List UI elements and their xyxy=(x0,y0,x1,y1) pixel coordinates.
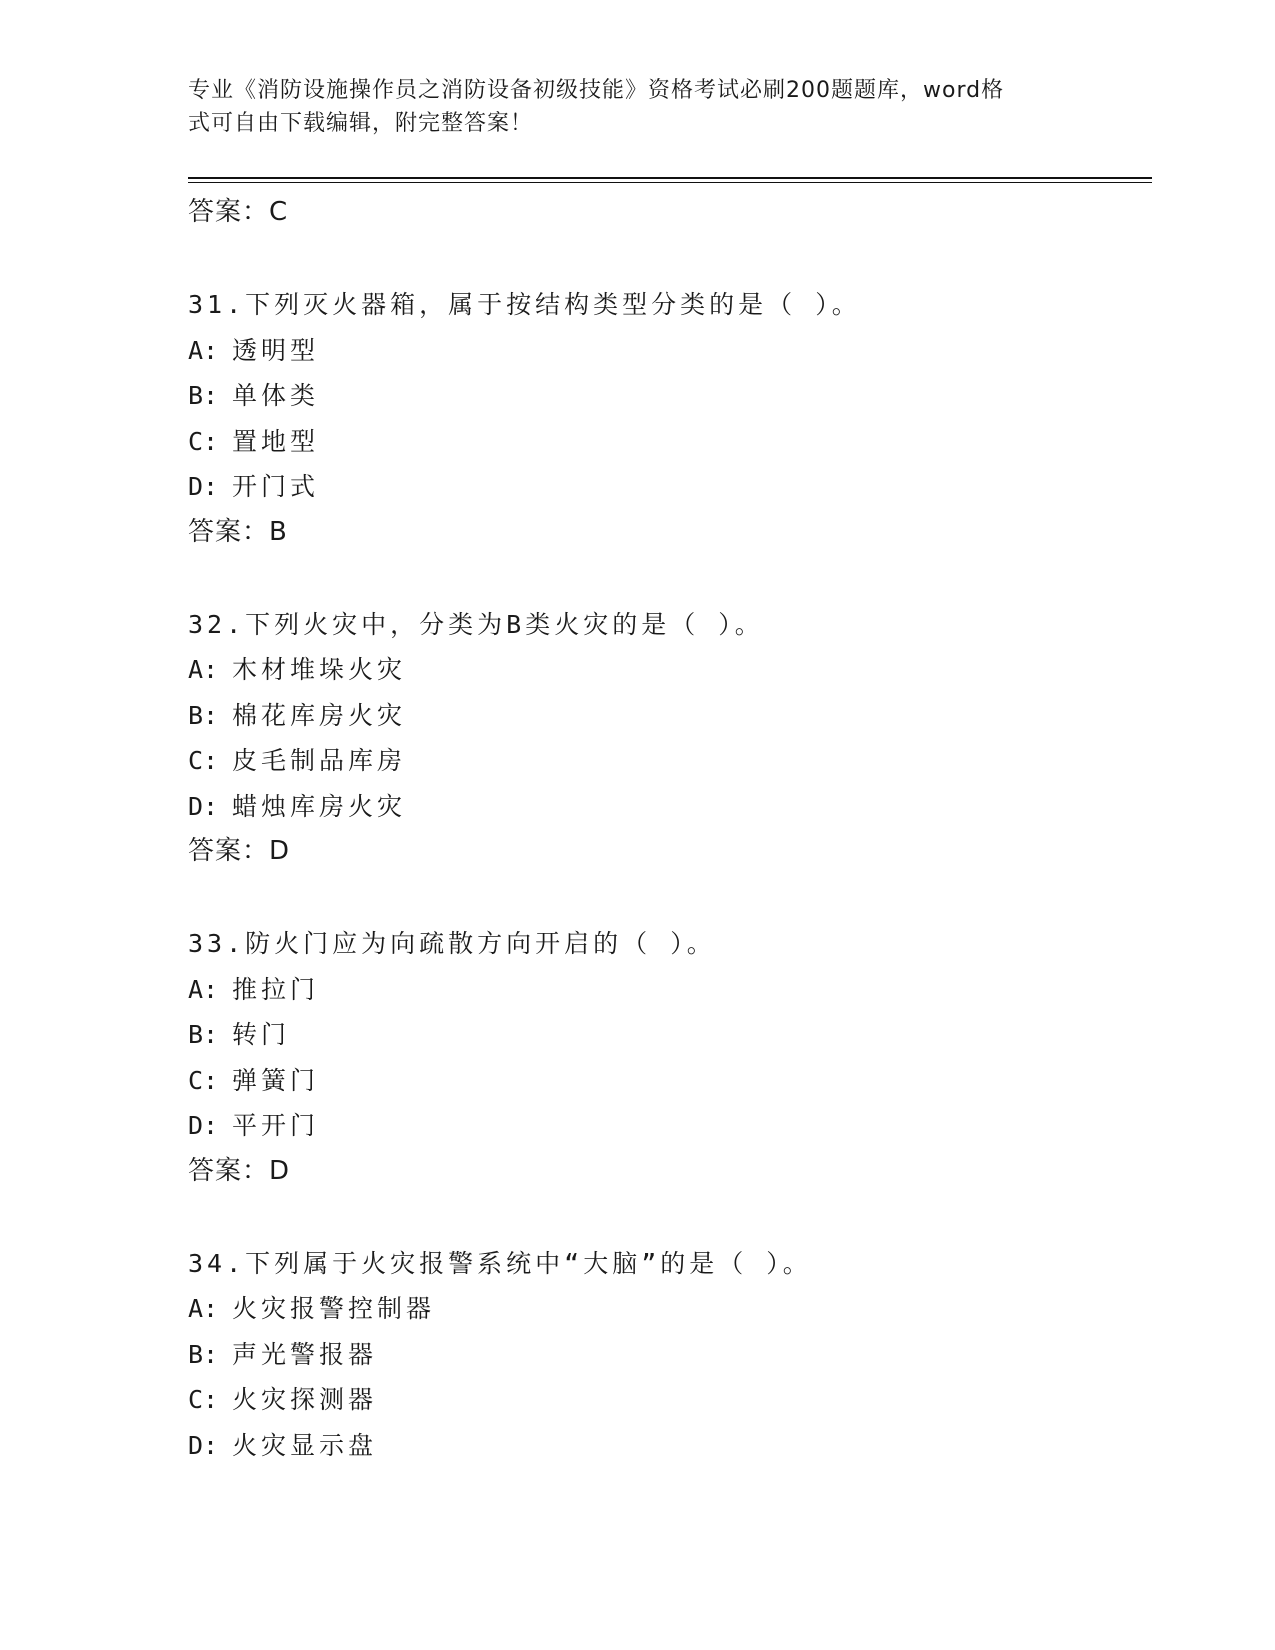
spacer xyxy=(188,874,1152,921)
option-d xyxy=(188,1103,1152,1149)
option-d xyxy=(188,464,1152,510)
option-letter: C: xyxy=(188,1385,219,1414)
option-text: 火灾探测器 xyxy=(232,1385,378,1414)
option-c xyxy=(188,1377,1152,1423)
option-text: 木材堆垛火灾 xyxy=(232,655,407,684)
previous-answer: 答案：C xyxy=(188,197,289,227)
option-d xyxy=(188,784,1152,830)
option-text: 火灾显示盘 xyxy=(232,1430,378,1460)
option-a xyxy=(188,328,1152,374)
answer-line: 答案：D xyxy=(188,1155,291,1186)
option-letter: C: xyxy=(188,1065,219,1095)
option-b xyxy=(188,1332,1152,1378)
document-header xyxy=(188,74,1068,140)
option-letter: B: xyxy=(188,381,219,410)
option-letter: D: xyxy=(188,472,219,501)
question-list xyxy=(188,190,1152,1468)
option-text: 弹簧门 xyxy=(232,1065,320,1095)
answer-line: 答案：D xyxy=(188,836,291,866)
option-text: 透明型 xyxy=(232,335,320,365)
option-text: 单体类 xyxy=(232,381,320,410)
option-c xyxy=(188,738,1152,784)
option-letter: C: xyxy=(188,426,219,456)
option-letter: C: xyxy=(188,746,219,775)
question-34 xyxy=(188,1241,1152,1469)
header-divider-thick xyxy=(188,177,1152,179)
option-text: 蜡烛库房火灾 xyxy=(232,791,407,821)
question-stem: 34.下列属于火灾报警系统中“大脑”的是（ ）。 xyxy=(188,1248,812,1278)
option-letter: A: xyxy=(188,974,219,1004)
question-stem: 33.防火门应为向疏散方向开启的（ ）。 xyxy=(188,929,716,958)
header-divider-thin xyxy=(188,182,1152,183)
option-letter: B: xyxy=(188,1020,219,1049)
option-text: 声光警报器 xyxy=(232,1339,378,1369)
option-text: 棉花库房火灾 xyxy=(232,700,407,730)
option-a xyxy=(188,967,1152,1013)
option-text: 平开门 xyxy=(232,1111,320,1140)
header-line-2: 式可自由下载编辑，附完整答案！ xyxy=(188,111,534,136)
option-letter: D: xyxy=(188,1111,219,1140)
option-letter: B: xyxy=(188,700,219,730)
option-letter: A: xyxy=(188,1294,219,1323)
option-letter: A: xyxy=(188,655,219,684)
spacer xyxy=(188,555,1152,602)
option-a xyxy=(188,1286,1152,1332)
option-c xyxy=(188,419,1152,465)
option-text: 推拉门 xyxy=(232,974,320,1004)
answer-line: 答案：B xyxy=(188,516,288,547)
option-text: 置地型 xyxy=(232,426,320,456)
option-letter: D: xyxy=(188,791,219,821)
option-b xyxy=(188,693,1152,739)
option-text: 皮毛制品库房 xyxy=(232,746,407,775)
header-line-1: 专业《消防设施操作员之消防设备初级技能》资格考试必刷200题题库，word格 xyxy=(188,78,1005,103)
option-text: 转门 xyxy=(232,1020,291,1049)
option-text: 火灾报警控制器 xyxy=(232,1294,436,1323)
option-b xyxy=(188,373,1152,419)
option-letter: A: xyxy=(188,335,219,365)
option-d xyxy=(188,1423,1152,1469)
question-33 xyxy=(188,921,1152,1194)
option-b xyxy=(188,1012,1152,1058)
spacer xyxy=(188,235,1152,282)
question-31 xyxy=(188,282,1152,555)
spacer xyxy=(188,1194,1152,1241)
option-a xyxy=(188,647,1152,693)
question-32 xyxy=(188,602,1152,875)
option-letter: B: xyxy=(188,1339,219,1369)
question-stem: 31.下列灭火器箱，属于按结构类型分类的是（ ）。 xyxy=(188,290,861,319)
question-stem: 32.下列火灾中，分类为B类火灾的是（ ）。 xyxy=(188,609,764,639)
option-text: 开门式 xyxy=(232,472,320,501)
option-c xyxy=(188,1058,1152,1104)
option-letter: D: xyxy=(188,1430,219,1460)
